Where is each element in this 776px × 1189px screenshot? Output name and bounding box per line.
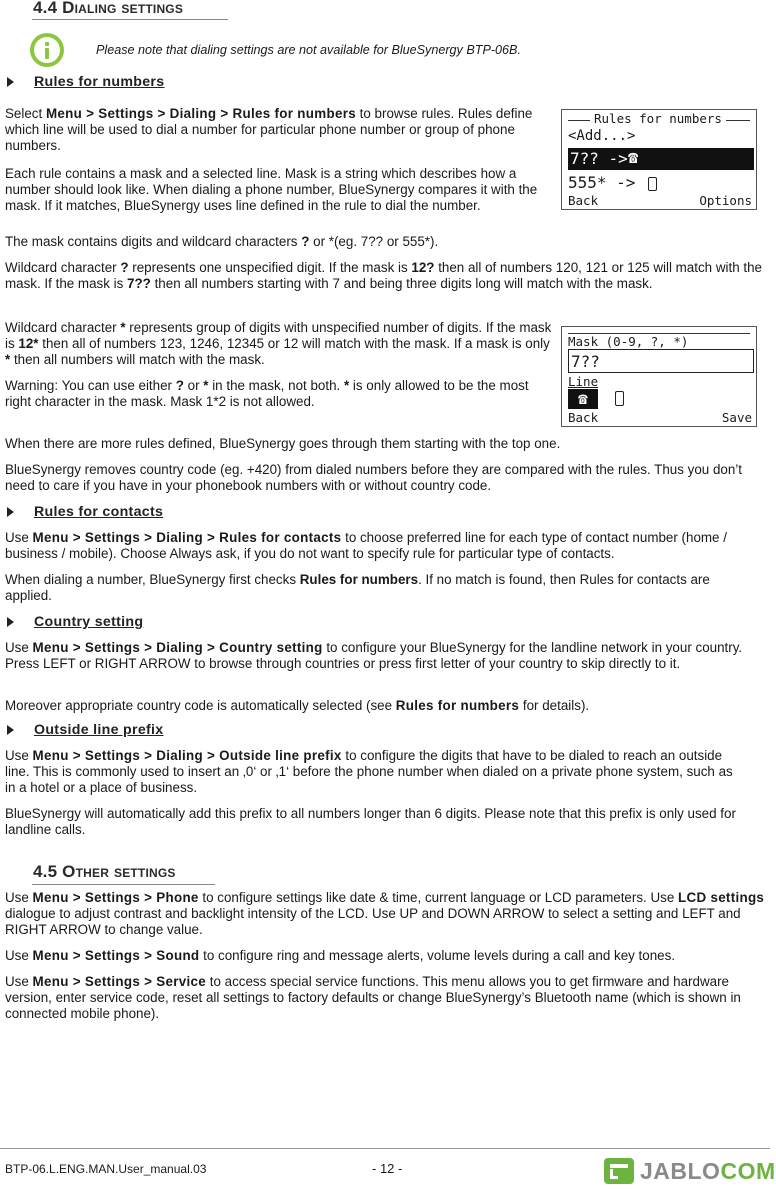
paragraph-contacts-order: When dialing a number, BlueSynergy first checks Rules for numbers. If no match is found, then Rules for contacts are applied.	[5, 572, 710, 603]
softkey-back[interactable]: Back	[568, 410, 599, 425]
subheading-prefix: Outside line prefix	[34, 722, 164, 738]
paragraph-rule-order: When there are more rules defined, BlueSynergy goes through them starting with the top one.	[5, 436, 561, 451]
softkey-options[interactable]: Options	[699, 193, 752, 208]
bullet-triangle-icon	[7, 725, 14, 735]
mask-input[interactable]: 7??	[568, 349, 754, 373]
footer-page-number: - 12 -	[372, 1161, 403, 1176]
paragraph-prefix: Use Menu > Settings > Dialing > Outside line prefix to configure the digits that have to be dialed to reach an outside line. This is commonly used to insert an ‚0‘ or ‚1‘ before the phone number when dialed on a private phone system, such as in a hotel or a place of business.	[5, 748, 733, 795]
lcd-title: Rules for numbers	[590, 112, 726, 126]
lcd-mask-title: Mask (0-9, ?, *)	[568, 334, 689, 349]
bullet-triangle-icon	[7, 77, 14, 87]
footer-divider	[0, 1148, 770, 1149]
paragraph-country-auto: Moreover appropriate country code is automatically selected (see Rules for numbers for details).	[5, 698, 590, 713]
jablocom-logo: JABLOCOM	[604, 1156, 764, 1186]
lcd-line-label: Line	[568, 374, 599, 389]
lcd-selected-rule[interactable]: 7?? -> ☎	[568, 148, 754, 170]
footer-doc-id: BTP-06.L.ENG.MAN.User_manual.03	[5, 1162, 207, 1176]
info-icon	[30, 33, 64, 67]
paragraph-rule-mask: Each rule contains a mask and a selected line. Mask is a string which describes how a number should look like. When dialing a phone number, BlueSynergy compares it with the mask. If it matches, BlueSynergy uses line defined in the rule to dial the number.	[5, 166, 538, 213]
bullet-triangle-icon	[7, 617, 14, 627]
line-mobile-option-icon[interactable]	[615, 391, 624, 406]
paragraph-country-code: BlueSynergy removes country code (eg. +420) from dialed numbers before they are compared with the rules. Thus you don’t need to care if you have in your phonebook numbers with or without country code.	[5, 462, 743, 493]
section-heading-4-5: 4.5 Other settings	[33, 862, 176, 881]
heading-underline	[32, 884, 215, 885]
mobile-phone-icon	[648, 177, 657, 191]
heading-underline	[32, 19, 228, 20]
lcd-mask-edit	[561, 326, 757, 427]
bullet-triangle-icon	[7, 507, 14, 517]
paragraph-prefix-auto: BlueSynergy will automatically add this prefix to all numbers longer than 6 digits. Please note that this prefix is only used for landline calls.	[5, 806, 736, 837]
paragraph-rules-intro: Select Menu > Settings > Dialing > Rules for numbers to browse rules. Rules define which line will be used to dial a number for particular phone number or group of phone numbers.	[5, 106, 533, 153]
paragraph-country-setting: Use Menu > Settings > Dialing > Country setting to configure your BlueSynergy for the landline network in your country. Press LEFT or RIGHT ARROW to browse through countries or press first letter of your country to skip directly to it.	[5, 640, 743, 671]
paragraph-warning: Warning: You can use either ? or * in the mask, not both. * is only allowed to be the most right character in the mask. Mask 1*2 is not allowed.	[5, 378, 529, 409]
landline-phone-icon: ☎	[628, 148, 639, 168]
softkey-save[interactable]: Save	[721, 410, 752, 425]
lcd-add-rule-item[interactable]: <Add...>	[568, 128, 636, 144]
paragraph-wildcard-question: Wildcard character ? represents one unspecified digit. If the mask is 12? then all of numbers 120, 121 or 125 will match with the mask. If the mask is 7?? then all numbers starting with 7 and being three digits long will match with the mask.	[5, 260, 762, 291]
paragraph-wildcard-star: Wildcard character * represents group of digits with unspecified number of digits. If the mask is 12* then all of numbers 123, 1246, 12345 or 12 will match with the mask. If a mask is only * then all numbers will match with the mask.	[5, 320, 552, 367]
paragraph-sound-settings: Use Menu > Settings > Sound to configure ring and message alerts, volume levels during a call and key tones.	[5, 948, 676, 963]
line-landline-option-icon[interactable]: ☎	[568, 389, 598, 409]
paragraph-service-settings: Use Menu > Settings > Service to access special service functions. This menu allows you to get firmware and hardware version, enter service code, reset all settings to factory defaults or change BlueSynergy’s Bluetooth name (which is shown in connected mobile phone).	[5, 974, 741, 1021]
jablocom-logo-icon	[604, 1158, 634, 1184]
subheading-rules-contacts: Rules for contacts	[34, 504, 164, 520]
dialing-note: Please note that dialing settings are not available for BlueSynergy BTP-06B.	[96, 43, 521, 57]
subheading-rules-numbers: Rules for numbers	[34, 74, 165, 90]
softkey-back[interactable]: Back	[568, 193, 599, 208]
subheading-country: Country setting	[34, 614, 144, 630]
paragraph-phone-settings: Use Menu > Settings > Phone to configure settings like date & time, current language or LCD parameters. Use LCD settings dialogue to adjust contrast and backlight intensity of the LCD. Use UP and DOWN ARROW to select a setting and LEFT and RIGHT ARROW to change value.	[5, 890, 765, 937]
lcd-rule-555[interactable]: 555* ->	[568, 174, 635, 192]
section-heading-4-4: 4.4 Dialing settings	[33, 0, 184, 17]
lcd-rules-list	[561, 109, 757, 210]
paragraph-contacts-rules: Use Menu > Settings > Dialing > Rules for contacts to choose preferred line for each type of contact number (home / business / mobile). Choose Always ask, if you do not want to specify rule for particular type of contacts.	[5, 530, 727, 561]
paragraph-mask-chars: The mask contains digits and wildcard characters ? or *(eg. 7?? or 555*).	[5, 234, 439, 249]
